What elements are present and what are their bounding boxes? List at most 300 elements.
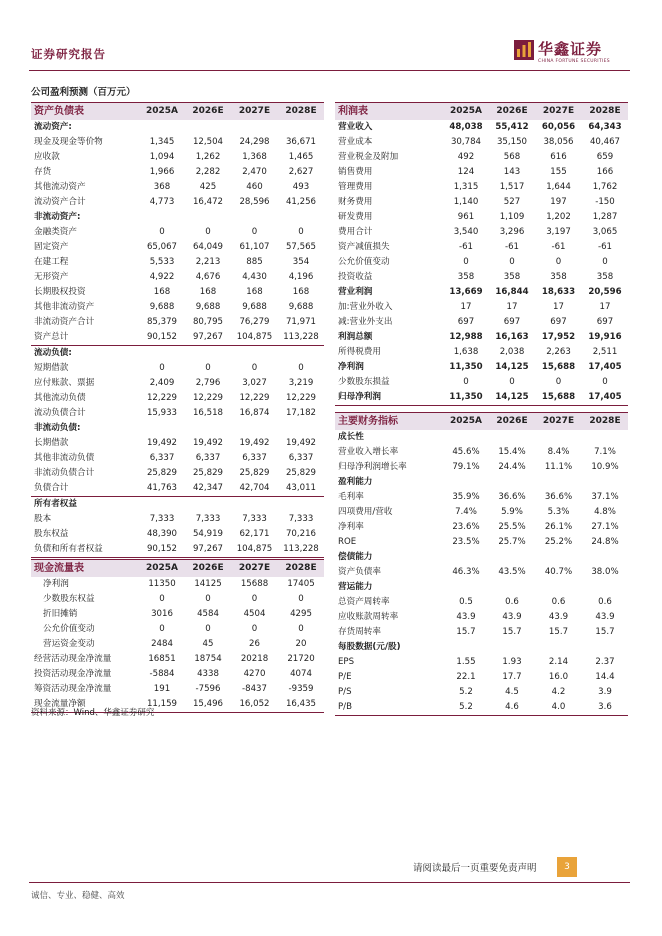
row-value: 166 xyxy=(596,167,614,177)
table-row xyxy=(31,240,324,255)
row-label: 股东权益 xyxy=(34,529,69,539)
table-row xyxy=(335,610,628,625)
row-value: 492 xyxy=(457,152,475,162)
row-value: 42,347 xyxy=(192,483,224,493)
table-row xyxy=(335,375,628,390)
row-label: 其他流动资产 xyxy=(34,182,86,192)
row-label: 筹资活动现金净流量 xyxy=(34,684,112,694)
row-label: 在建工程 xyxy=(34,257,69,267)
table-row xyxy=(335,285,628,300)
row-value: 697 xyxy=(503,317,521,327)
row-value: 79.1% xyxy=(452,462,480,472)
row-value: 21720 xyxy=(287,654,315,664)
row-value: 40.7% xyxy=(544,567,573,577)
row-value: 0 xyxy=(463,377,469,387)
row-value: 12,229 xyxy=(146,393,178,403)
row-value: 38,056 xyxy=(543,137,574,147)
row-value: 0 xyxy=(509,377,515,387)
row-value: 43.9 xyxy=(595,612,615,622)
table-row xyxy=(31,210,324,225)
row-label: 净利率 xyxy=(338,522,364,532)
row-value: 0 xyxy=(159,363,165,373)
row-value: 3,296 xyxy=(499,227,525,237)
row-value: 16,844 xyxy=(495,287,529,297)
row-value: 2,627 xyxy=(288,167,314,177)
row-value: 4270 xyxy=(243,669,266,679)
row-value: 16851 xyxy=(148,654,176,664)
row-value: 43.9 xyxy=(502,612,522,622)
row-value: 4,196 xyxy=(288,272,314,282)
row-value: 358 xyxy=(550,272,567,282)
row-value: 64,343 xyxy=(588,122,622,132)
row-value: 25,829 xyxy=(146,468,178,478)
table-row xyxy=(31,542,324,558)
row-value: 42,704 xyxy=(239,483,270,493)
row-value: 90,152 xyxy=(146,332,178,342)
row-value: 43.9 xyxy=(456,612,476,622)
row-value: 36,671 xyxy=(285,137,317,147)
row-value: 36.6% xyxy=(498,492,526,502)
row-label: 固定资产 xyxy=(34,242,69,252)
row-value: 4,922 xyxy=(149,272,175,282)
row-value: 24.8% xyxy=(591,537,619,547)
row-value: 4504 xyxy=(243,609,266,619)
row-value: 168 xyxy=(246,287,263,297)
year-header: 2028E xyxy=(582,413,628,431)
row-value: 368 xyxy=(153,182,171,192)
row-label: 成长性 xyxy=(338,432,364,442)
row-value: 0 xyxy=(251,594,258,604)
row-value: 30,784 xyxy=(450,137,482,147)
row-label: 短期借款 xyxy=(34,363,69,373)
row-value xyxy=(139,421,185,436)
table-row xyxy=(335,210,628,225)
row-value xyxy=(278,120,324,135)
row-value: 7.4% xyxy=(455,507,477,517)
row-value xyxy=(443,475,489,490)
row-value: 7,333 xyxy=(195,514,221,524)
table-row xyxy=(335,165,628,180)
row-value: 2,470 xyxy=(242,167,267,177)
row-value: 460 xyxy=(246,182,263,192)
row-value: 4.6 xyxy=(489,700,535,716)
row-value: 60,056 xyxy=(541,122,576,132)
row-value: 24.4% xyxy=(498,462,526,472)
row-value xyxy=(489,550,535,565)
row-value: 25.5% xyxy=(498,522,526,532)
row-value: 25,829 xyxy=(285,468,317,478)
row-label: 负债合计 xyxy=(34,483,69,493)
row-value: 2484 xyxy=(151,639,173,649)
row-value: 0 xyxy=(509,257,515,267)
row-value: 6,337 xyxy=(242,453,267,463)
row-label: 无形资产 xyxy=(34,272,69,282)
row-value: 17405 xyxy=(287,579,315,589)
row-label: 存货 xyxy=(34,167,52,177)
source-note: 资料来源：Wind、华鑫证券研究 xyxy=(31,708,155,718)
row-label: 投资收益 xyxy=(338,272,373,282)
row-value: 14.4 xyxy=(595,672,615,682)
table-row xyxy=(31,135,324,150)
row-value: 104,875 xyxy=(236,332,273,342)
year-header: 2028E xyxy=(278,103,324,121)
table-row xyxy=(335,180,628,195)
company-logo xyxy=(514,38,634,68)
row-label: 毛利率 xyxy=(338,492,364,502)
balance-sheet-table xyxy=(31,102,324,558)
row-value xyxy=(185,120,231,135)
row-value: 2,263 xyxy=(546,347,571,357)
table-row xyxy=(335,390,628,406)
row-value xyxy=(489,475,535,490)
row-value: 5.3% xyxy=(547,507,570,517)
row-value: 197 xyxy=(550,197,567,207)
row-value: 2,213 xyxy=(195,257,221,267)
row-value: 1,966 xyxy=(149,167,175,177)
row-value: 19,492 xyxy=(146,438,178,448)
table-row xyxy=(335,270,628,285)
table-row xyxy=(31,150,324,165)
row-label: 非流动负债: xyxy=(34,423,81,433)
row-value: 4584 xyxy=(197,609,219,619)
row-value: 61,107 xyxy=(239,242,270,252)
row-label: P/S xyxy=(338,687,352,697)
row-value: 4.0 xyxy=(535,700,582,716)
row-label: 投资活动现金净流量 xyxy=(34,669,112,679)
row-value: 5.2 xyxy=(459,687,473,697)
table-row xyxy=(31,195,324,210)
row-value: 16,435 xyxy=(278,697,324,713)
row-value: -150 xyxy=(595,197,615,207)
row-value: 3.6 xyxy=(582,700,628,716)
row-value: 14,125 xyxy=(489,390,535,406)
row-value: 17,182 xyxy=(285,408,317,418)
row-value: 18,633 xyxy=(541,287,576,297)
row-value xyxy=(185,210,231,225)
row-value: 37.1% xyxy=(591,492,619,502)
row-value: 1,638 xyxy=(453,347,479,357)
row-label: 少数股东权益 xyxy=(43,594,95,604)
row-label: 非流动负债合计 xyxy=(34,468,95,478)
row-label: 经营活动现金净流量 xyxy=(34,654,112,664)
row-label: 净利润 xyxy=(43,579,69,589)
row-value: 4.2 xyxy=(551,687,566,697)
row-value: 16,163 xyxy=(495,332,529,342)
table-row xyxy=(335,315,628,330)
row-label: 公允价值变动 xyxy=(43,624,95,634)
row-value xyxy=(231,421,278,436)
row-label: 盈利能力 xyxy=(338,477,373,487)
table-row xyxy=(31,421,324,436)
row-label: 偿债能力 xyxy=(338,552,373,562)
year-header: 2026E xyxy=(489,413,535,431)
row-value: 143 xyxy=(503,167,521,177)
table-row xyxy=(335,535,628,550)
row-value: -5884 xyxy=(149,669,175,679)
row-label: 减:营业外支出 xyxy=(338,317,393,327)
row-value: 71,971 xyxy=(285,317,317,327)
row-value: 15.4% xyxy=(498,447,526,457)
row-value: 11,350 xyxy=(443,390,489,406)
year-header: 2025A xyxy=(139,103,185,121)
row-value: 90,152 xyxy=(139,542,185,558)
row-value: 697 xyxy=(596,317,614,327)
row-value: 48,390 xyxy=(146,529,178,539)
row-value: 191 xyxy=(153,684,171,694)
row-label: ROE xyxy=(338,537,357,547)
table-row xyxy=(31,120,324,135)
row-label: 应收款 xyxy=(34,152,60,162)
row-value xyxy=(185,497,231,513)
row-value: 1.55 xyxy=(456,657,476,667)
row-label: 归母净利润 xyxy=(335,390,443,406)
row-value: 354 xyxy=(292,257,310,267)
row-value: 97,267 xyxy=(185,542,231,558)
row-value: 2,796 xyxy=(195,378,221,388)
row-value: 358 xyxy=(503,272,521,282)
row-label: 应付账款、票据 xyxy=(34,378,95,388)
row-value: 12,229 xyxy=(285,393,317,403)
row-value: 1,315 xyxy=(453,182,479,192)
table-header-row xyxy=(335,103,628,121)
row-value: 4.8% xyxy=(594,507,616,517)
row-value: 2,038 xyxy=(499,347,525,357)
row-value: 18754 xyxy=(194,654,222,664)
table-row xyxy=(31,300,324,315)
row-value: 2,282 xyxy=(195,167,221,177)
row-value: 3016 xyxy=(151,609,173,619)
row-value: 0.6 xyxy=(505,597,519,607)
row-value: 36.6% xyxy=(544,492,573,502)
row-value: 0 xyxy=(555,377,562,387)
row-value xyxy=(139,497,185,513)
row-value: 9,688 xyxy=(195,302,221,312)
row-value: 358 xyxy=(457,272,475,282)
row-value: 65,067 xyxy=(146,242,178,252)
table-row xyxy=(31,406,324,421)
table-row xyxy=(31,376,324,391)
row-value: 8.4% xyxy=(547,447,570,457)
table-row xyxy=(335,505,628,520)
table-row xyxy=(335,565,628,580)
row-value: 97,267 xyxy=(192,332,224,342)
row-label: 长期借款 xyxy=(34,438,69,448)
row-value: 4295 xyxy=(290,609,312,619)
row-value: 17,405 xyxy=(582,390,628,406)
row-value: 1.93 xyxy=(502,657,522,667)
row-value: 76,279 xyxy=(239,317,270,327)
row-label: 财务费用 xyxy=(338,197,373,207)
row-label: 流动资产合计 xyxy=(34,197,86,207)
year-header: 2025A xyxy=(139,560,185,578)
row-value: 155 xyxy=(550,167,567,177)
row-value: 16,472 xyxy=(192,197,224,207)
row-value xyxy=(489,640,535,655)
row-label: 非流动资产合计 xyxy=(34,317,95,327)
row-value xyxy=(582,580,628,595)
row-label: 非流动资产: xyxy=(34,212,81,222)
table-row xyxy=(335,445,628,460)
row-value: 57,565 xyxy=(285,242,317,252)
row-label: 加:营业外收入 xyxy=(338,302,393,312)
row-value: -7596 xyxy=(195,684,221,694)
table-row xyxy=(31,165,324,180)
row-value xyxy=(278,497,324,513)
row-value xyxy=(231,120,278,135)
row-value xyxy=(489,430,535,445)
table-row xyxy=(31,255,324,270)
row-value: 3,065 xyxy=(592,227,618,237)
row-value: 26.1% xyxy=(544,522,573,532)
row-value: 568 xyxy=(503,152,521,162)
row-label: 股本 xyxy=(34,514,52,524)
row-label: 销售费用 xyxy=(338,167,373,177)
row-value xyxy=(185,421,231,436)
footer-divider xyxy=(29,882,630,883)
row-value: 54,919 xyxy=(192,529,224,539)
row-value: 2.37 xyxy=(595,657,615,667)
row-value: 85,379 xyxy=(146,317,178,327)
row-label: 所得税费用 xyxy=(338,347,381,357)
row-value xyxy=(535,640,582,655)
year-header: 2027E xyxy=(535,413,582,431)
table-row xyxy=(31,330,324,346)
table-row xyxy=(31,652,324,667)
row-value xyxy=(278,421,324,436)
row-value: 6,337 xyxy=(195,453,221,463)
row-value: 168 xyxy=(199,287,217,297)
row-value: 35.9% xyxy=(452,492,480,502)
table-row xyxy=(31,436,324,451)
row-value: 9,688 xyxy=(242,302,267,312)
table-row xyxy=(31,527,324,542)
row-value: 10.9% xyxy=(591,462,619,472)
row-value: 12,229 xyxy=(192,393,224,403)
table-row xyxy=(335,520,628,535)
row-value: 7,333 xyxy=(288,514,314,524)
table-row xyxy=(31,451,324,466)
table-row xyxy=(335,225,628,240)
row-value: 1,287 xyxy=(592,212,618,222)
income-statement-table xyxy=(335,102,628,406)
row-value: 19,492 xyxy=(192,438,224,448)
row-value xyxy=(443,430,489,445)
row-value: 15.7 xyxy=(456,627,476,637)
row-value: 55,412 xyxy=(495,122,529,132)
row-label: 营业利润 xyxy=(338,287,373,297)
row-value: 11350 xyxy=(148,579,176,589)
row-value xyxy=(139,210,185,225)
row-value: 3,540 xyxy=(453,227,479,237)
row-value: 45.6% xyxy=(452,447,480,457)
table-title: 现金流量表 xyxy=(31,560,139,578)
table-row xyxy=(335,135,628,150)
row-value: 9,688 xyxy=(149,302,175,312)
row-value: 0 xyxy=(555,257,562,267)
row-label: 少数股东损益 xyxy=(338,377,390,387)
row-value: 113,228 xyxy=(283,332,319,342)
row-value: 15,933 xyxy=(146,408,178,418)
row-value: 17 xyxy=(599,302,611,312)
table-row xyxy=(31,622,324,637)
row-value: 24,298 xyxy=(239,137,270,147)
row-label: 应收账款周转率 xyxy=(338,612,399,622)
row-value: 15.7 xyxy=(502,627,522,637)
key-indicators-table xyxy=(335,412,628,716)
table-row xyxy=(31,577,324,592)
row-value: 7.1% xyxy=(594,447,616,457)
table-row xyxy=(31,466,324,481)
row-value: 43.9 xyxy=(548,612,569,622)
row-label: 所有者权益 xyxy=(31,497,139,513)
row-value xyxy=(443,580,489,595)
row-label: 每股数据(元/股) xyxy=(338,642,401,652)
row-value: 12,988 xyxy=(449,332,483,342)
row-label: 现金及现金等价物 xyxy=(34,137,103,147)
row-value: -61 xyxy=(551,242,566,252)
row-value: 3.9 xyxy=(598,687,612,697)
row-value xyxy=(139,346,185,362)
table-row xyxy=(335,685,628,700)
row-label: 资产负债率 xyxy=(338,567,381,577)
row-value: 64,049 xyxy=(192,242,224,252)
table-row xyxy=(31,637,324,652)
row-value xyxy=(535,475,582,490)
row-value: 17 xyxy=(460,302,472,312)
row-value: 17.7 xyxy=(502,672,522,682)
row-value xyxy=(535,430,582,445)
row-label: EPS xyxy=(338,657,355,667)
row-value: 0 xyxy=(298,594,304,604)
table-row xyxy=(31,346,324,362)
row-value: 1,762 xyxy=(592,182,618,192)
year-header: 2026E xyxy=(489,103,535,121)
row-value xyxy=(582,475,628,490)
row-value: 1,140 xyxy=(453,197,479,207)
row-value: 19,492 xyxy=(239,438,270,448)
row-value: 43.5% xyxy=(498,567,526,577)
row-value: 43,011 xyxy=(285,483,317,493)
row-value: 1,465 xyxy=(288,152,314,162)
row-value: 961 xyxy=(457,212,475,222)
row-value: 26 xyxy=(249,639,260,649)
row-value: 3,219 xyxy=(288,378,314,388)
row-value: 20218 xyxy=(240,654,269,664)
row-value: 885 xyxy=(246,257,263,267)
row-value: 11,350 xyxy=(449,362,483,372)
row-value: 0 xyxy=(463,257,469,267)
row-value: 168 xyxy=(153,287,171,297)
cash-flow-table xyxy=(31,559,324,713)
table-row xyxy=(31,180,324,195)
row-value: 1,094 xyxy=(149,152,175,162)
row-value: 4,773 xyxy=(149,197,175,207)
row-label: 其他流动负债 xyxy=(34,393,86,403)
row-label: 管理费用 xyxy=(338,182,373,192)
row-value: 13,669 xyxy=(449,287,483,297)
row-value xyxy=(139,120,185,135)
row-value: 17 xyxy=(506,302,518,312)
row-value: 16,518 xyxy=(192,408,224,418)
row-value: 3,027 xyxy=(242,378,267,388)
row-value: 0.6 xyxy=(551,597,566,607)
row-value: 104,875 xyxy=(231,542,278,558)
row-label: 营业收入 xyxy=(338,122,373,132)
table-row xyxy=(335,330,628,345)
row-value: 659 xyxy=(596,152,614,162)
row-value: 15.7 xyxy=(595,627,615,637)
table-row xyxy=(31,361,324,376)
